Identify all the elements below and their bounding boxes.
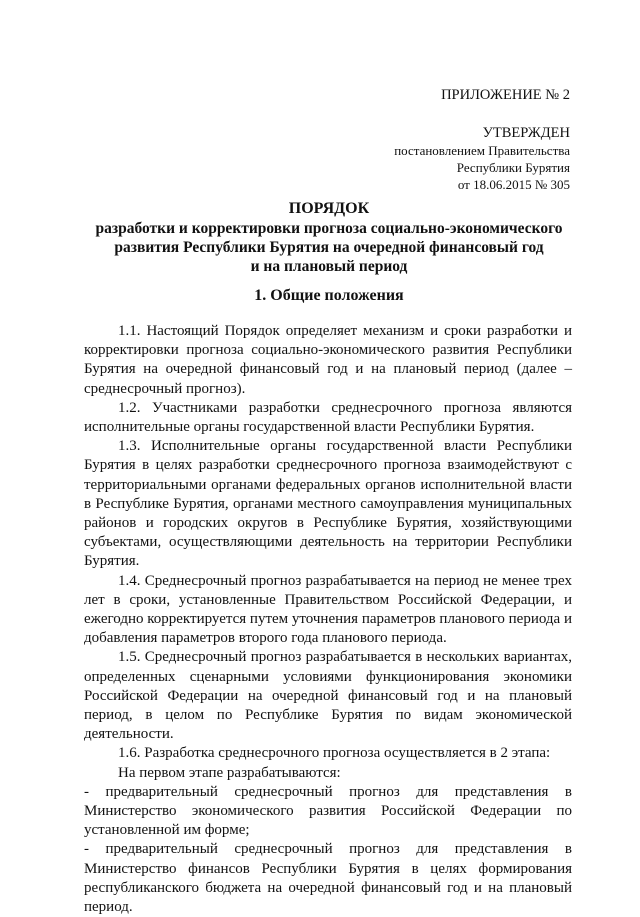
section-body [84, 322, 572, 917]
list-item-ministry-economy: - предварительный среднесрочный прогноз для представления в Министерство экономического развития Российской Федерации по установленной им форме; [84, 783, 572, 839]
approved-by-line-2: Республики Бурятия [456, 160, 570, 175]
appendix-label: ПРИЛОЖЕНИЕ № 2 [441, 87, 570, 103]
paragraph-1-1: 1.1. Настоящий Порядок определяет механизм и сроки разработки и корректировки прогноза социально-экономического развития Республики Бурятия на очередной финансовый год и на плановый период (далее – среднесрочный прогноз). [84, 323, 572, 397]
paragraph-1-6: 1.6. Разработка среднесрочного прогноза осуществляется в 2 этапа: [118, 745, 551, 762]
section-heading: 1. Общие положения [254, 287, 404, 304]
list-item-ministry-finance: - предварительный среднесрочный прогноз для представления в Министерство финансов Республики Бурятия в целях формирования республиканского бюджета на очередной финансовый год и на плановый период. [84, 841, 572, 916]
approval-block [394, 86, 570, 193]
document-subtitle-line-1: разработки и корректировки прогноза социально-экономического [95, 220, 563, 237]
document-title-block [84, 199, 574, 276]
approved-by-line-1: постановлением Правительства [394, 143, 570, 158]
approved-label: УТВЕРЖДЕН [482, 125, 570, 141]
document-subtitle-line-3: и на плановый период [250, 258, 408, 275]
paragraph-1-5: 1.5. Среднесрочный прогноз разрабатывается в нескольких вариантах, определенных сценарными условиями функционирования экономики Российской Федерации на очередной финансовый год и на плановый период, в целом по Республике Бурятия по видам экономической деятельности. [84, 649, 572, 743]
paragraph-1-3: 1.3. Исполнительные органы государственной власти Республики Бурятия в целях разработки среднесрочного прогноза взаимодействуют с территориальными органами федеральных органов исполнительной власти в Республике Бурятия, органами местного самоуправления муниципальных районов и городских округов в Республике Бурятия, хозяйствующими субъектами, осуществляющими деятельность на территории Республики Бурятия. [84, 438, 572, 570]
date-number: от 18.06.2015 № 305 [457, 177, 570, 192]
paragraph-1-4: 1.4. Среднесрочный прогноз разрабатывается на период не менее трех лет в сроки, установленные Правительством Российской Федерации, и ежегодно корректируется путем уточнения параметров планового периода и добавления параметров второго года планового периода. [84, 572, 572, 647]
document-subtitle-line-2: развития Республики Бурятия на очередной финансовый год [114, 239, 544, 256]
paragraph-stage-one: На первом этапе разрабатываются: [118, 764, 341, 781]
paragraph-1-2: 1.2. Участниками разработки среднесрочного прогноза являются исполнительные органы государственной власти Республики Бурятия. [84, 399, 572, 436]
document-title: ПОРЯДОК [288, 200, 370, 217]
